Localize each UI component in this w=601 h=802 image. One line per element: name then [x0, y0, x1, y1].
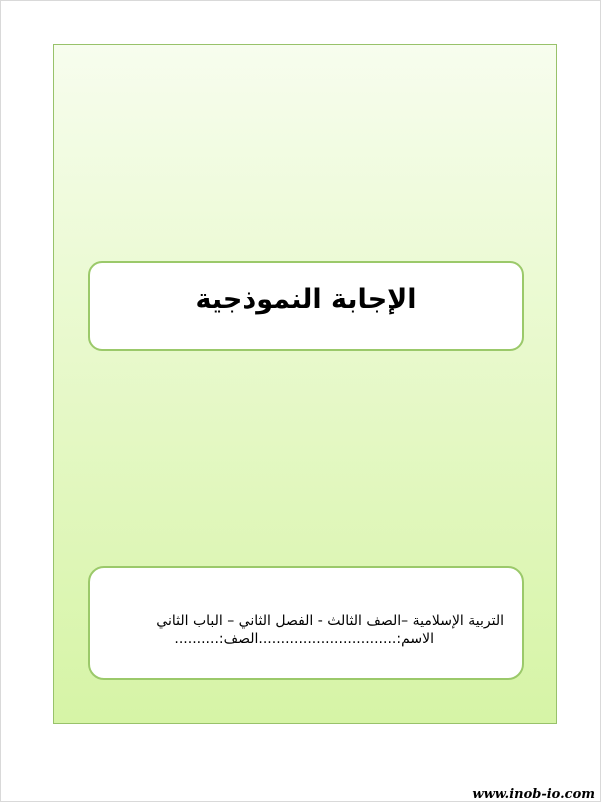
info-box — [88, 566, 524, 680]
website-watermark: www.inob-io.com — [472, 787, 595, 802]
subject-line: التربية الإسلامية –الصف الثالث - الفصل الثاني – الباب الثاني — [156, 613, 504, 629]
info-lines — [156, 612, 504, 648]
student-name-class-line: الاسم:...............................الصف:.......... — [174, 631, 434, 647]
cover-title: الإجابة النموذجية — [195, 283, 417, 315]
title-box — [88, 261, 524, 351]
